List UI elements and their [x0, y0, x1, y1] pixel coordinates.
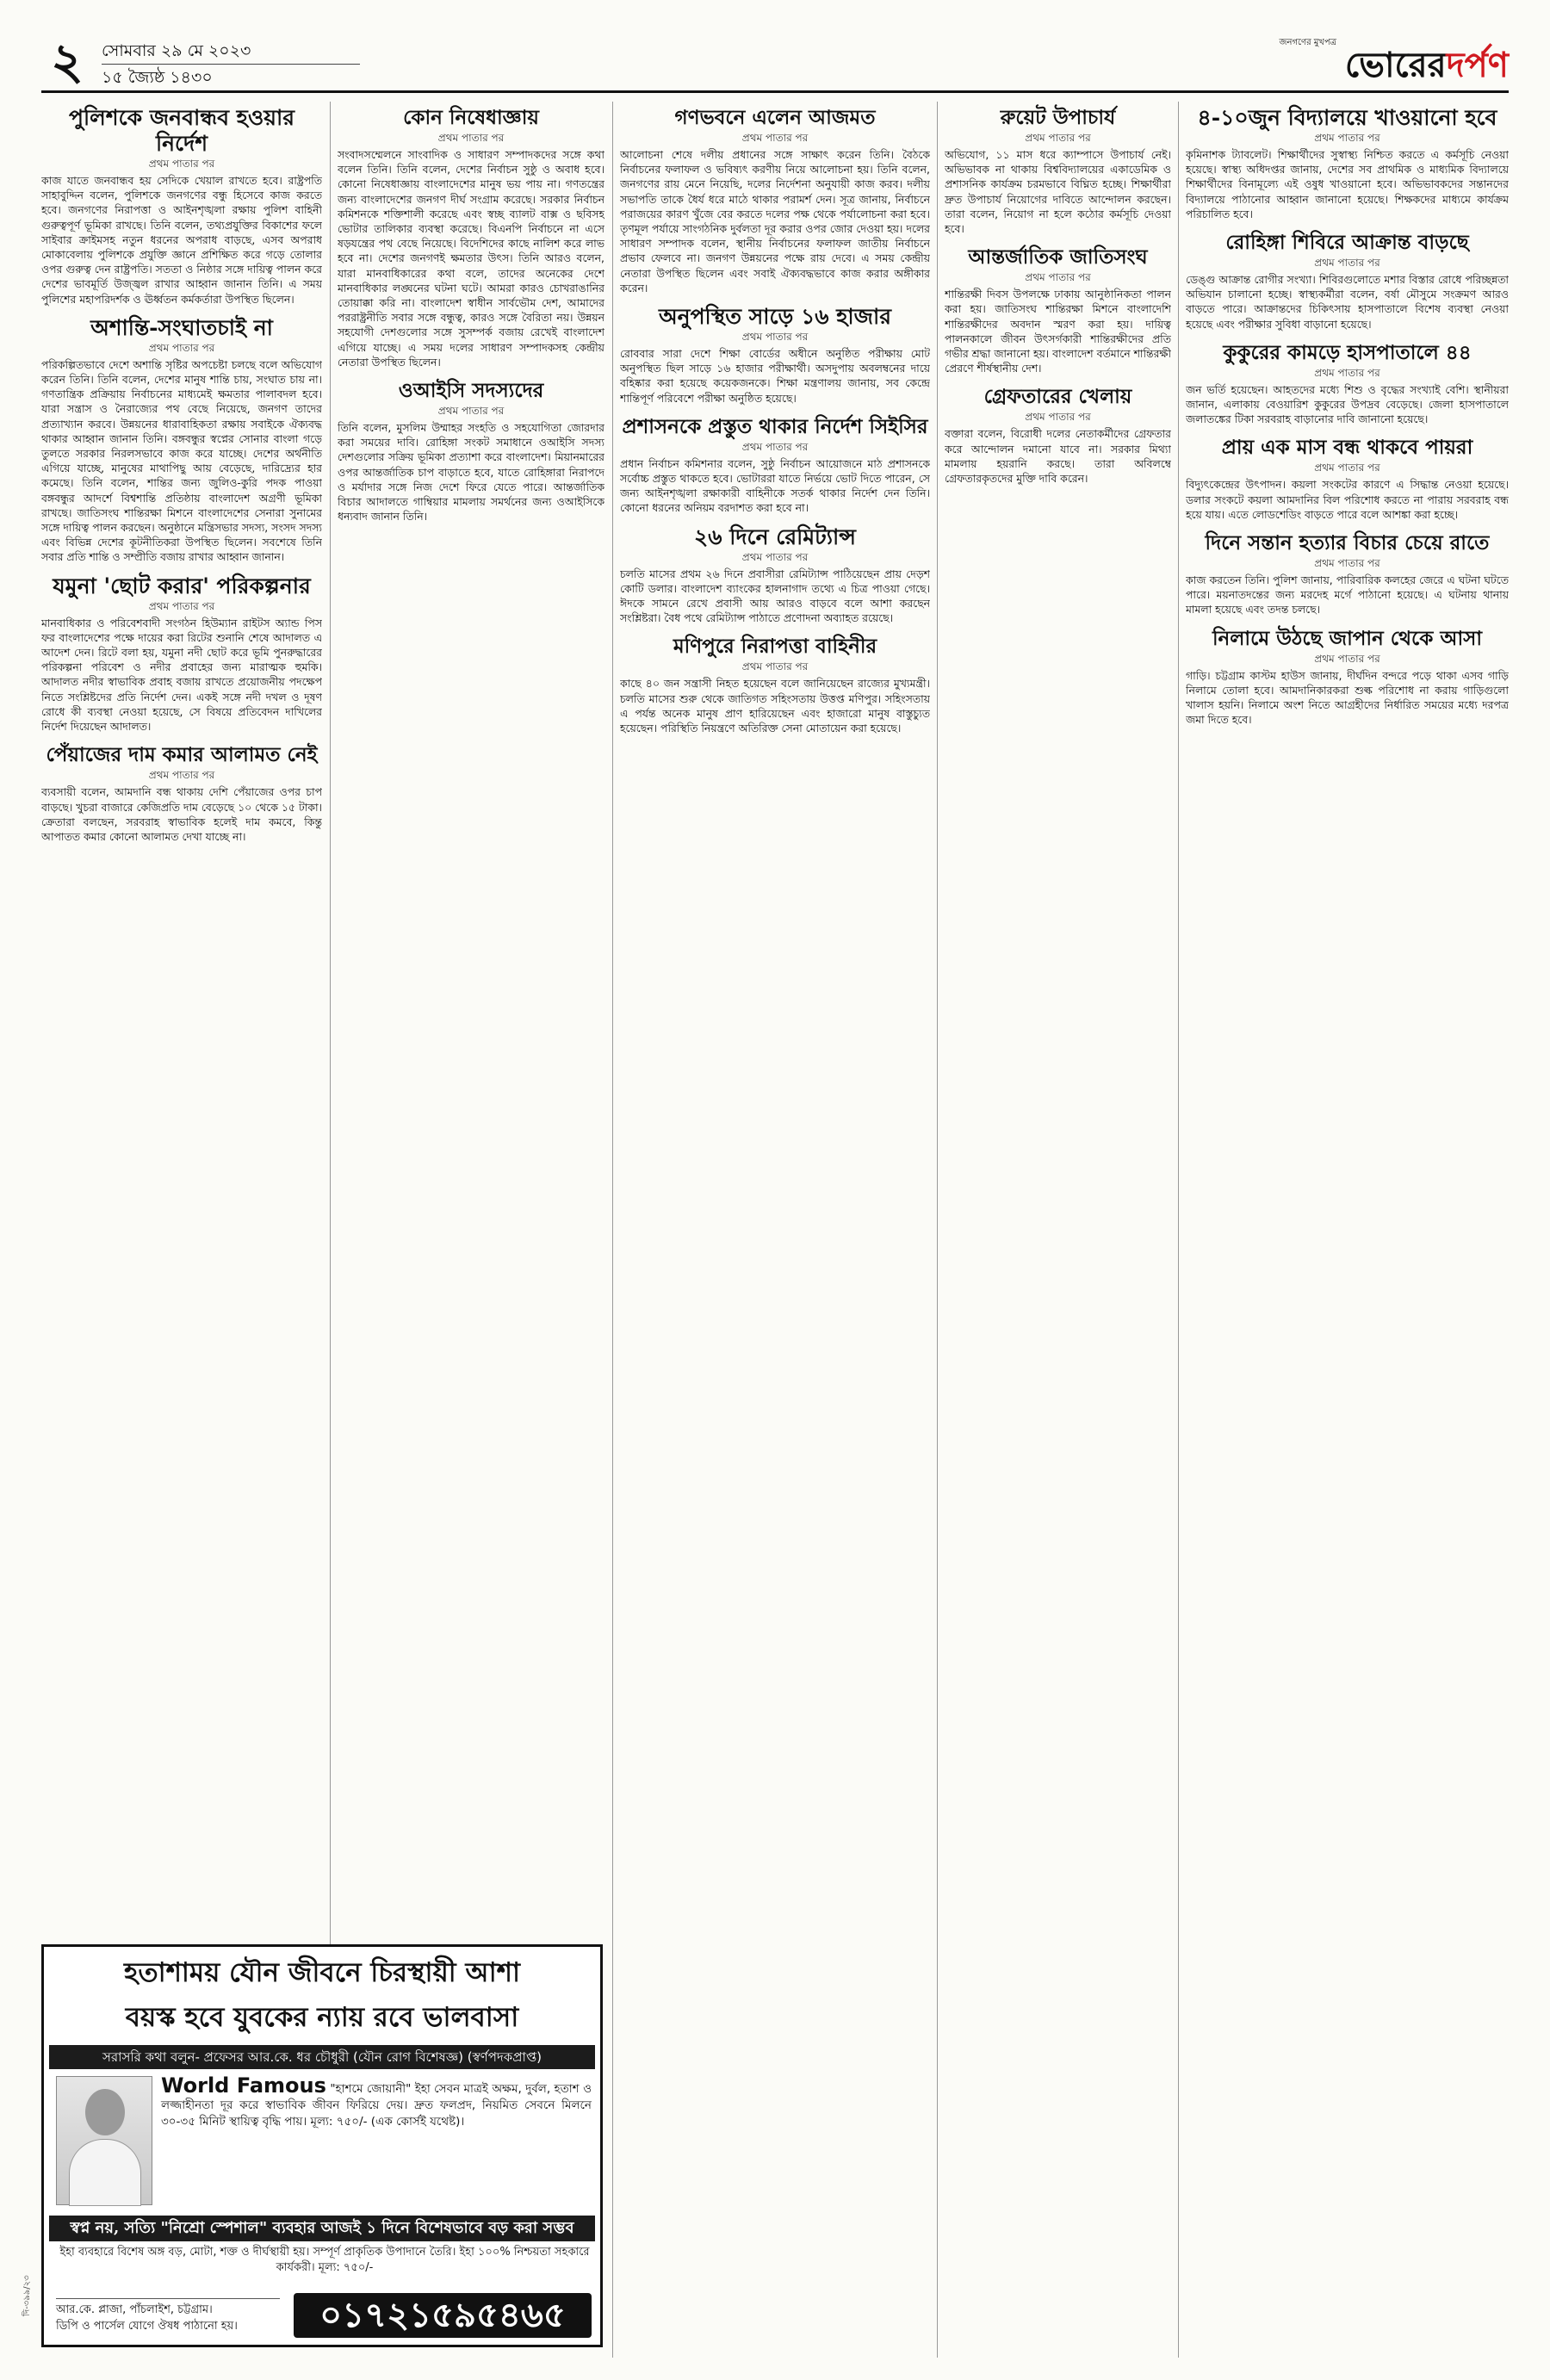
- continued-label: প্রথম পাতার পর: [741, 132, 809, 144]
- masthead: [41, 33, 1509, 93]
- headline: ওআইসি সদস্যদের: [398, 379, 544, 403]
- continued-label: প্রথম পাতার পর: [1314, 257, 1380, 270]
- column-3: [620, 103, 930, 2359]
- article: [1186, 530, 1509, 617]
- ad-headline-2: বয়স্ক হবে যুবকের ন্যায় রবে ভালবাসা: [125, 2002, 519, 2033]
- article-body: প্রধান নির্বাচন কমিশনার বলেন, সুষ্ঠু নির্বাচন আয়োজনে মাঠ প্রশাসনকে সর্বোচ্চ প্রস্তুত থাকতে হবে। ভোটাররা যাতে নির্ভয়ে ভোট দিতে পারেন, সে জন্য আইনশৃঙ্খলা রক্ষাকারী বাহিনীকে সতর্ক থাকার নির্দেশ দেন তিনি। কোনো ধরনের অনিয়ম বরদাশত করা হবে না।: [620, 456, 930, 515]
- article: [620, 414, 930, 516]
- ad-address-line-1: আর.কে. প্লাজা, পাঁচলাইশ, চট্টগ্রাম।: [56, 2303, 213, 2316]
- column-rule: [1178, 102, 1179, 2358]
- article-body: কাছে ৪০ জন সন্ত্রাসী নিহত হয়েছেন বলে জানিয়েছেন রাজ্যের মুখ্যমন্ত্রী। চলতি মাসের শুরু থেকে জাতিগত সহিংসতায় উত্তপ্ত মণিপুর। সহিংসতায় এ পর্যন্ত অনেক মানুষ প্রাণ হারিয়েছেন এবং হাজারো মানুষ বাস্তুচ্যুত হয়েছেন। পরিস্থিতি নিয়ন্ত্রণে অতিরিক্ত সেনা মোতায়েন করা হয়েছে।: [620, 677, 930, 735]
- headline: মণিপুরে নিরাপত্তা বাহিনীর: [673, 635, 877, 659]
- article-body: ডেঙ্গু আক্রান্ত রোগীর সংখ্যা। শিবিরগুলোতে মশার বিস্তার রোধে পরিচ্ছন্নতা অভিযান চালানো হচ্ছে। স্বাস্থ্যকর্মীরা বলেন, বর্ষা মৌসুমে সংক্রমণ আরও বাড়তে পারে। আক্রান্তদের চিকিৎসায় হাসপাতালে বিশেষ ব্যবস্থা নেওয়া হয়েছে এবং পরীক্ষার সুবিধা বাড়ানো হয়েছে।: [1186, 273, 1509, 331]
- ad-world-famous: World Famous: [161, 2073, 326, 2098]
- margin-code: দি-৩৯৯/২৩: [22, 2275, 32, 2316]
- article: [1186, 626, 1509, 728]
- article: [620, 524, 930, 626]
- article: [620, 634, 930, 735]
- continued-label: প্রথম পাতার পর: [1314, 366, 1380, 379]
- continued-label: প্রথম পাতার পর: [148, 599, 215, 612]
- brand-name-2: দর্পণ: [1446, 45, 1509, 85]
- date-bangla: ১৫ জ্যৈষ্ঠ ১৪৩০: [102, 68, 213, 87]
- continued-label: প্রথম পাতার পর: [148, 341, 215, 354]
- continued-label: প্রথম পাতার পর: [1314, 462, 1380, 474]
- headline: ২৬ দিনে রেমিট্যান্স: [694, 524, 856, 549]
- page-number: ২: [51, 32, 84, 90]
- headline: নিলামে উঠছে জাপান থেকে আসা: [1212, 626, 1483, 650]
- headline: প্রশাসনকে প্রস্তুত থাকার নির্দেশ সিইসির: [622, 414, 928, 438]
- article-body: জন ভর্তি হয়েছেন। আহতদের মধ্যে শিশু ও বৃদ্ধের সংখ্যাই বেশি। স্থানীয়রা জানান, এলাকায় বেওয়ারিশ কুকুরের উপদ্রব বেড়েছে। জেলা হাসপাতালে জলাতঙ্কের টিকা সরবরাহ বাড়ানোর দাবি জানানো হয়েছে।: [1186, 382, 1509, 426]
- headline: অনুপস্থিত সাড়ে ১৬ হাজার: [659, 304, 891, 330]
- article-body: বক্তারা বলেন, বিরোধী দলের নেতাকর্মীদের গ্রেফতার করে আন্দোলন দমানো যাবে না। সরকার মিথ্যা মামলায় হয়রানি করছে। তারা অবিলম্বে গ্রেফতারকৃতদের মুক্তি দাবি করেন।: [945, 427, 1171, 486]
- date-gregorian: সোমবার ২৯ মে ২০২৩: [102, 41, 251, 60]
- continued-label: প্রথম পাতার পর: [1314, 652, 1380, 665]
- article-body: আলোচনা শেষে দলীয় প্রধানের সঙ্গে সাক্ষাৎ করেন তিনি। বৈঠকে নির্বাচনের ফলাফল ও ভবিষ্যৎ করণীয় নিয়ে আলোচনা হয়। তিনি বলেন, জনগণের রায় মেনে নিয়েছি, দলের নির্দেশনা অনুযায়ী কাজ করব। দলীয় সভাপতি তাকে ধৈর্য ধরে মাঠে থাকার পরামর্শ দেন। সূত্র জানায়, নির্বাচনে পরাজয়ের কারণ খুঁজে বের করতে দলের পক্ষ থেকে পর্যালোচনা করা হবে। তৃণমূল পর্যায়ে সাংগঠনিক দুর্বলতা দূর করার ওপর জোর দেওয়া হয়। দলের সাধারণ সম্পাদক বলেন, স্থানীয় নির্বাচনের ফলাফল জাতীয় নির্বাচনে প্রভাব ফেলবে না। জনগণ উন্নয়নের পক্ষে রায় দেবে। এ সময় কেন্দ্রীয় নেতারা উপস্থিত ছিলেন এবং সবাই ঐক্যবদ্ধভাবে কাজ করার অঙ্গীকার করেন।: [620, 148, 930, 294]
- continued-label: প্রথম পাতার পর: [148, 158, 215, 170]
- article-body: অভিযোগ, ১১ মাস ধরে ক্যাম্পাসে উপাচার্য নেই। অভিভাবক না থাকায় বিশ্ববিদ্যালয়ের একাডেমিক ও প্রশাসনিক কার্যক্রম চরমভাবে বিঘ্নিত হচ্ছে। শিক্ষার্থীরা দ্রুত উপাচার্য নিয়োগের দাবিতে আন্দোলন করছেন। তারা বলেন, নিয়োগ না হলে কঠোর কর্মসূচি দেওয়া হবে।: [945, 148, 1171, 236]
- newspaper-logo: [1250, 33, 1509, 90]
- ad-subheading: সরাসরি কথা বলুন- প্রফেসর আর.কে. ধর চৌধুরী (যৌন রোগ বিশেষজ্ঞ) (স্বর্ণপদকপ্রাপ্ত): [49, 2045, 595, 2069]
- continued-label: প্রথম পাতার পর: [741, 550, 809, 563]
- article: [41, 315, 322, 565]
- ad-product-text: [161, 2073, 592, 2130]
- ad-info: ইহা ব্যবহারে বিশেষ অঙ্গ বড়, মোটা, শক্ত ও দীর্ঘস্থায়ী হয়। সম্পূর্ণ প্রাকৃতিক উপাদানে তৈরি। ইহা ১০০% নিশ্চয়তা সহকারে কার্যকরী। মূল্য: ৭৫০/-: [59, 2246, 590, 2274]
- ad-headline: [44, 1947, 600, 2042]
- brand-name-1: ভোরের: [1344, 45, 1447, 85]
- article-body: রোববার সারা দেশে শিক্ষা বোর্ডের অধীনে অনুষ্ঠিত পরীক্ষায় মোট অনুপস্থিত ছিল সাড়ে ১৬ হাজার পরীক্ষার্থী। অসদুপায় অবলম্বনের দায়ে বহিষ্কার করা হয়েছে কয়েকজনকে। শিক্ষা মন্ত্রণালয় জানায়, সব কেন্দ্রে শান্তিপূর্ণ পরিবেশে পরীক্ষা অনুষ্ঠিত হয়েছে।: [620, 347, 930, 405]
- continued-label: প্রথম পাতার পর: [741, 440, 809, 453]
- date-block: [102, 40, 360, 89]
- article: [338, 378, 604, 524]
- article-body: তিনি বলেন, মুসলিম উম্মাহর সংহতি ও সহযোগিতা জোরদার করা সময়ের দাবি। রোহিঙ্গা সংকট সমাধানে ওআইসি সদস্য দেশগুলোর সক্রিয় ভূমিকা প্রত্যাশা করে বাংলাদেশ। মিয়ানমারের ওপর আন্তর্জাতিক চাপ বাড়াতে হবে, যাতে রোহিঙ্গারা নিরাপদে ও মর্যাদার সঙ্গে নিজ দেশে ফিরে যেতে পারে। আন্তর্জাতিক বিচার আদালতে গাম্বিয়ার মামলায় সমর্থনের জন্য ওআইসিকে ধন্যবাদ জানান তিনি।: [338, 421, 604, 524]
- headline: পুলিশকে জনবান্ধব হওয়ার নির্দেশ: [69, 105, 294, 156]
- ad-headline-1: হতাশাময় যৌন জীবনে চিরস্থায়ী আশা: [124, 1957, 520, 1988]
- continued-label: প্রথম পাতার পর: [1025, 271, 1091, 284]
- headline: গণভবনে এলেন আজমত: [674, 106, 876, 129]
- article: [41, 742, 322, 844]
- continued-label: প্রথম পাতার পর: [1314, 132, 1380, 144]
- advertisement: [41, 1944, 603, 2347]
- article: [945, 245, 1171, 375]
- article: [338, 105, 604, 369]
- column-rule: [612, 102, 613, 2358]
- headline: ৪-১০জুন বিদ্যালয়ে খাওয়ানো হবে: [1197, 105, 1497, 130]
- article: [1186, 340, 1509, 427]
- article-body: কাজ করতেন তিনি। পুলিশ জানায়, পারিবারিক কলহের জেরে এ ঘটনা ঘটতে পারে। ময়নাতদন্তের জন্য মরদেহ মর্গে পাঠানো হয়েছে। এ ঘটনায় থানায় মামলা হয়েছে এবং তদন্ত চলছে।: [1186, 573, 1509, 617]
- headline: কোন নিষেধাজ্ঞায়: [403, 106, 539, 129]
- article: [620, 105, 930, 295]
- article: [945, 384, 1171, 486]
- continued-label: প্রথম পাতার পর: [1314, 557, 1380, 570]
- continued-label: প্রথম পাতার পর: [1025, 411, 1091, 424]
- article: [1186, 435, 1509, 522]
- ad-address-line-2: ডিপি ও পার্সেল যোগে ঔষধ পাঠানো হয়।: [56, 2320, 238, 2333]
- continued-label: প্রথম পাতার পর: [437, 132, 505, 144]
- headline: রোহিঙ্গা শিবিরে আক্রান্ত বাড়ছে: [1225, 231, 1469, 255]
- article: [945, 105, 1171, 236]
- headline: আন্তর্জাতিক জাতিসংঘ: [968, 245, 1148, 270]
- article-body: চলতি মাসের প্রথম ২৬ দিনে প্রবাসীরা রেমিট্যান্স পাঠিয়েছেন প্রায় দেড়শ কোটি ডলার। বাংলাদেশ ব্যাংকের হালনাগাদ তথ্যে এ চিত্র পাওয়া গেছে। ঈদকে সামনে রেখে প্রবাসী আয় আরও বাড়বে বলে আশা করছেন সংশ্লিষ্টরা। বৈধ পথে রেমিট্যান্স পাঠাতে প্রণোদনা অব্যাহত রয়েছে।: [620, 567, 930, 625]
- column-5: [1186, 103, 1509, 2359]
- article-body: কৃমিনাশক ট্যাবলেট। শিক্ষার্থীদের সুস্বাস্থ্য নিশ্চিত করতে এ কর্মসূচি নেওয়া হয়েছে। স্বাস্থ্য অধিদপ্তর জানায়, দেশের সব প্রাথমিক ও মাধ্যমিক বিদ্যালয়ে শিক্ষার্থীদের বিনামূল্যে এই ওষুধ খাওয়ানো হবে। অভিভাবকদের সন্তানদের বিদ্যালয়ে পাঠানোর আহ্বান জানানো হয়েছে। শিক্ষকদের মাধ্যমে কার্যক্রম পরিচালিত হবে।: [1186, 148, 1509, 220]
- headline: অশান্তি-সংঘাতচাই না: [90, 314, 273, 340]
- headline: কুকুরের কামড়ে হাসপাতালে ৪৪: [1223, 340, 1472, 364]
- article-body: কাজ যাতে জনবান্ধব হয় সেদিকে খেয়াল রাখতে হবে। রাষ্ট্রপতি সাহাবুদ্দিন বলেন, পুলিশকে জনগণের বন্ধু হিসেবে কাজ করতে হবে। জনগণের নিরাপত্তা ও আইনশৃঙ্খলা রক্ষায় পুলিশ বাহিনী গুরুত্বপূর্ণ ভূমিকা রাখছে। তিনি বলেন, তথ্যপ্রযুক্তির বিকাশের ফলে সাইবার ক্রাইমসহ নতুন ধরনের অপরাধ বাড়ছে, এসব অপরাধ মোকাবেলায় পুলিশকে প্রযুক্তি জ্ঞানে প্রশিক্ষিত করে গড়ে তোলার ওপর গুরুত্ব দেন রাষ্ট্রপতি। সততা ও নিষ্ঠার সঙ্গে দায়িত্ব পালন করে দেশের ভাবমূর্তি উজ্জ্বল রাখার আহ্বান জানান তিনি। এ সময় পুলিশের মহাপরিদর্শক ও ঊর্ধ্বতন কর্মকর্তারা উপস্থিত ছিলেন।: [41, 174, 322, 306]
- article-body: মানবাধিকার ও পরিবেশবাদী সংগঠন হিউম্যান রাইটস অ্যান্ড পিস ফর বাংলাদেশের পক্ষে দায়ের করা রিটের শুনানি শেষে আদালত এ আদেশ দেন। রিটে বলা হয়, যমুনা নদী ছোট করে ভূমি পুনরুদ্ধারের পরিকল্পনা পরিবেশ ও নদীর প্রবাহের জন্য মারাত্মক হুমকি। আদালত নদীর স্বাভাবিক প্রবাহ বজায় রাখতে প্রয়োজনীয় পদক্ষেপ নিতে সংশ্লিষ্টদের প্রতি নির্দেশ দেন। একই সঙ্গে নদী দখল ও দূষণ রোধে কী ব্যবস্থা নেওয়া হয়েছে, সে বিষয়ে প্রতিবেদন দাখিলের নির্দেশ দিয়েছেন আদালত।: [41, 616, 322, 734]
- headline: প্রায় এক মাস বন্ধ থাকবে পায়রা: [1221, 436, 1473, 460]
- article-body: বিদ্যুৎকেন্দ্রের উৎপাদন। কয়লা সংকটের কারণে এ সিদ্ধান্ত নেওয়া হয়েছে। ডলার সংকটে কয়লা আমদানির বিল পরিশোধ করতে না পারায় সরবরাহ বন্ধ হয়ে যায়। এতে লোডশেডিং বাড়তে পারে বলে আশঙ্কা করা হচ্ছে।: [1186, 478, 1509, 521]
- article: [1186, 230, 1509, 332]
- article: [41, 105, 322, 307]
- continued-label: প্রথম পাতার পর: [1025, 132, 1091, 144]
- continued-label: প্রথম পাতার পর: [148, 769, 215, 782]
- article-body: পরিকল্পিতভাবে দেশে অশান্তি সৃষ্টির অপচেষ্টা চলছে বলে অভিযোগ করেন তিনি। তিনি বলেন, দেশের মানুষ শান্তি চায়, সংঘাত চায় না। গণতান্ত্রিক প্রক্রিয়ায় নির্বাচনের মাধ্যমেই ক্ষমতার পালাবদল হবে। যারা সন্ত্রাস ও নৈরাজ্যের পথ বেছে নিয়েছে, জনগণ তাদের প্রত্যাখ্যান করবে। উন্নয়নের ধারাবাহিকতা রক্ষায় সবাইকে ঐক্যবদ্ধ থাকার আহ্বান জানান তিনি। বঙ্গবন্ধুর স্বপ্নের সোনার বাংলা গড়ে তুলতে সরকার নিরলসভাবে কাজ করে যাচ্ছে। দেশের অর্থনীতি এগিয়ে যাচ্ছে, মানুষের মাথাপিছু আয় বেড়েছে, দারিদ্র্যের হার কমেছে। তিনি বলেন, শান্তির জন্য জুলিও-কুরি পদক পাওয়া বঙ্গবন্ধুর আদর্শে বিশ্বশান্তি প্রতিষ্ঠায় বাংলাদেশ অগ্রণী ভূমিকা রাখছে। জাতিসংঘ শান্তিরক্ষা মিশনে বাংলাদেশের সেনারা সুনামের সঙ্গে দায়িত্ব পালন করছেন। অনুষ্ঠানে মন্ত্রিসভার সদস্য, সংসদ সদস্য এবং বিভিন্ন দেশের কূটনীতিকরা উপস্থিত ছিলেন। সবশেষে তিনি সবার প্রতি শান্তি ও সম্প্রীতি বজায় রাখার আহ্বান জানান।: [41, 357, 322, 564]
- column-rule: [937, 102, 938, 2358]
- brand-tagline: জনগণের মুখপত্র: [1279, 38, 1336, 47]
- column-2: [338, 103, 604, 1937]
- doctor-photo: [56, 2076, 152, 2205]
- ad-world-body: "হাশমে জোয়ানী" ইহা সেবন মাত্রই অক্ষম, দুর্বল, হতাশ ও লজ্জাহীনতা দূর করে স্বাভাবিক জীবন ফিরিয়ে দেয়। দ্রুত ফলপ্রদ, নিয়মিত সেবনে মিলনে ৩০-৩৫ মিনিট স্থায়িত্ব বৃদ্ধি পায়। মূল্য: ৭৫০/- (এক কোর্সই যথেষ্ট)।: [161, 2082, 592, 2129]
- headline: যমুনা 'ছোট করার' পরিকল্পনার: [53, 573, 311, 598]
- headline: দিনে সন্তান হত্যার বিচার চেয়ে রাতে: [1205, 531, 1490, 555]
- article-body: গাড়ি। চট্টগ্রাম কাস্টম হাউস জানায়, দীর্ঘদিন বন্দরে পড়ে থাকা এসব গাড়ি নিলামে তোলা হবে। আমদানিকারকরা শুল্ক পরিশোধ না করায় গাড়িগুলো খালাস হয়নি। নিলামে অংশ নিতে আগ্রহীদের নির্ধারিত সময়ের মধ্যে দরপত্র জমা দিতে হবে।: [1186, 668, 1509, 727]
- article-body: শান্তিরক্ষী দিবস উপলক্ষে ঢাকায় আনুষ্ঠানিকতা পালন করা হয়। জাতিসংঘ শান্তিরক্ষা মিশনে বাংলাদেশি শান্তিরক্ষীদের অবদান স্মরণ করা হয়। দায়িত্ব পালনকালে জীবন উৎসর্গকারী শান্তিরক্ষীদের প্রতি গভীর শ্রদ্ধা জানানো হয়। বাংলাদেশ বর্তমানে শান্তিরক্ষী প্রেরণে শীর্ষস্থানীয় দেশ।: [945, 288, 1171, 375]
- column-rule: [330, 102, 331, 1944]
- ad-address: [56, 2298, 280, 2334]
- continued-label: প্রথম পাতার পর: [437, 405, 505, 418]
- continued-label: প্রথম পাতার পর: [741, 331, 809, 344]
- continued-label: প্রথম পাতার পর: [741, 660, 809, 673]
- column-4: [945, 103, 1171, 2359]
- column-1: [41, 103, 322, 1937]
- article: [620, 304, 930, 406]
- ad-phone-number: ০১৭২১৫৯৫৪৬৫: [294, 2293, 592, 2338]
- article: [41, 573, 322, 734]
- headline: গ্রেফতারের খেলায়: [983, 385, 1132, 409]
- headline: রুয়েট উপাচার্য: [1000, 106, 1116, 129]
- ad-band: স্বপ্ন নয়, সত্যি "নিশ্ৰো স্পেশাল" ব্যবহার আজই ১ দিনে বিশেষভাবে বড় করা সম্ভব: [49, 2216, 595, 2241]
- article-body: সংবাদসম্মেলনে সাংবাদিক ও সাধারণ সম্পাদকদের সঙ্গে কথা বলেন তিনি। তিনি বলেন, দেশের নির্বাচন সুষ্ঠু ও অবাধ হবে। কোনো নিষেধাজ্ঞায় বাংলাদেশের মানুষ ভয় পায় না। গণতন্ত্রের জন্য বাংলাদেশের জনগণ দীর্ঘ সংগ্রাম করেছে। সরকার নির্বাচন কমিশনকে শক্তিশালী করেছে এবং স্বচ্ছ ব্যালট বাক্স ও ছবিসহ ভোটার তালিকার ব্যবস্থা করেছে। বিএনপি নির্বাচনে না এসে ষড়যন্ত্রের পথ বেছে নিয়েছে। বিদেশিদের কাছে নালিশ করে লাভ হবে না। দেশের জনগণই ক্ষমতার উৎস। তিনি আরও বলেন, যারা মানবাধিকারের কথা বলে, তাদের অনেকের দেশে মানবাধিকার লঙ্ঘনের ঘটনা ঘটে। আমরা কারও চোখরাঙানির তোয়াক্কা করি না। বাংলাদেশ স্বাধীন সার্বভৌম দেশ, আমাদের পররাষ্ট্রনীতি সবার সঙ্গে বন্ধুত্ব, কারও সঙ্গে বৈরিতা নয়। উন্নয়ন সহযোগী দেশগুলোর সঙ্গে সুসম্পর্ক বজায় রেখেই বাংলাদেশ এগিয়ে যাচ্ছে। এ সময় দলের সাধারণ সম্পাদকসহ কেন্দ্রীয় নেতারা উপস্থিত ছিলেন।: [338, 148, 604, 369]
- article: [1186, 105, 1509, 221]
- headline: পেঁয়াজের দাম কমার আলামত নেই: [46, 743, 318, 767]
- article-body: ব্যবসায়ী বলেন, আমদানি বন্ধ থাকায় দেশি পেঁয়াজের ওপর চাপ বাড়ছে। খুচরা বাজারে কেজিপ্রতি দাম বেড়েছে ১০ থেকে ১৫ টাকা। ক্রেতারা বলছেন, সরবরাহ স্বাভাবিক হলেই দাম কমবে, কিন্তু আপাতত কমার কোনো আলামত দেখা যাচ্ছে না।: [41, 785, 322, 843]
